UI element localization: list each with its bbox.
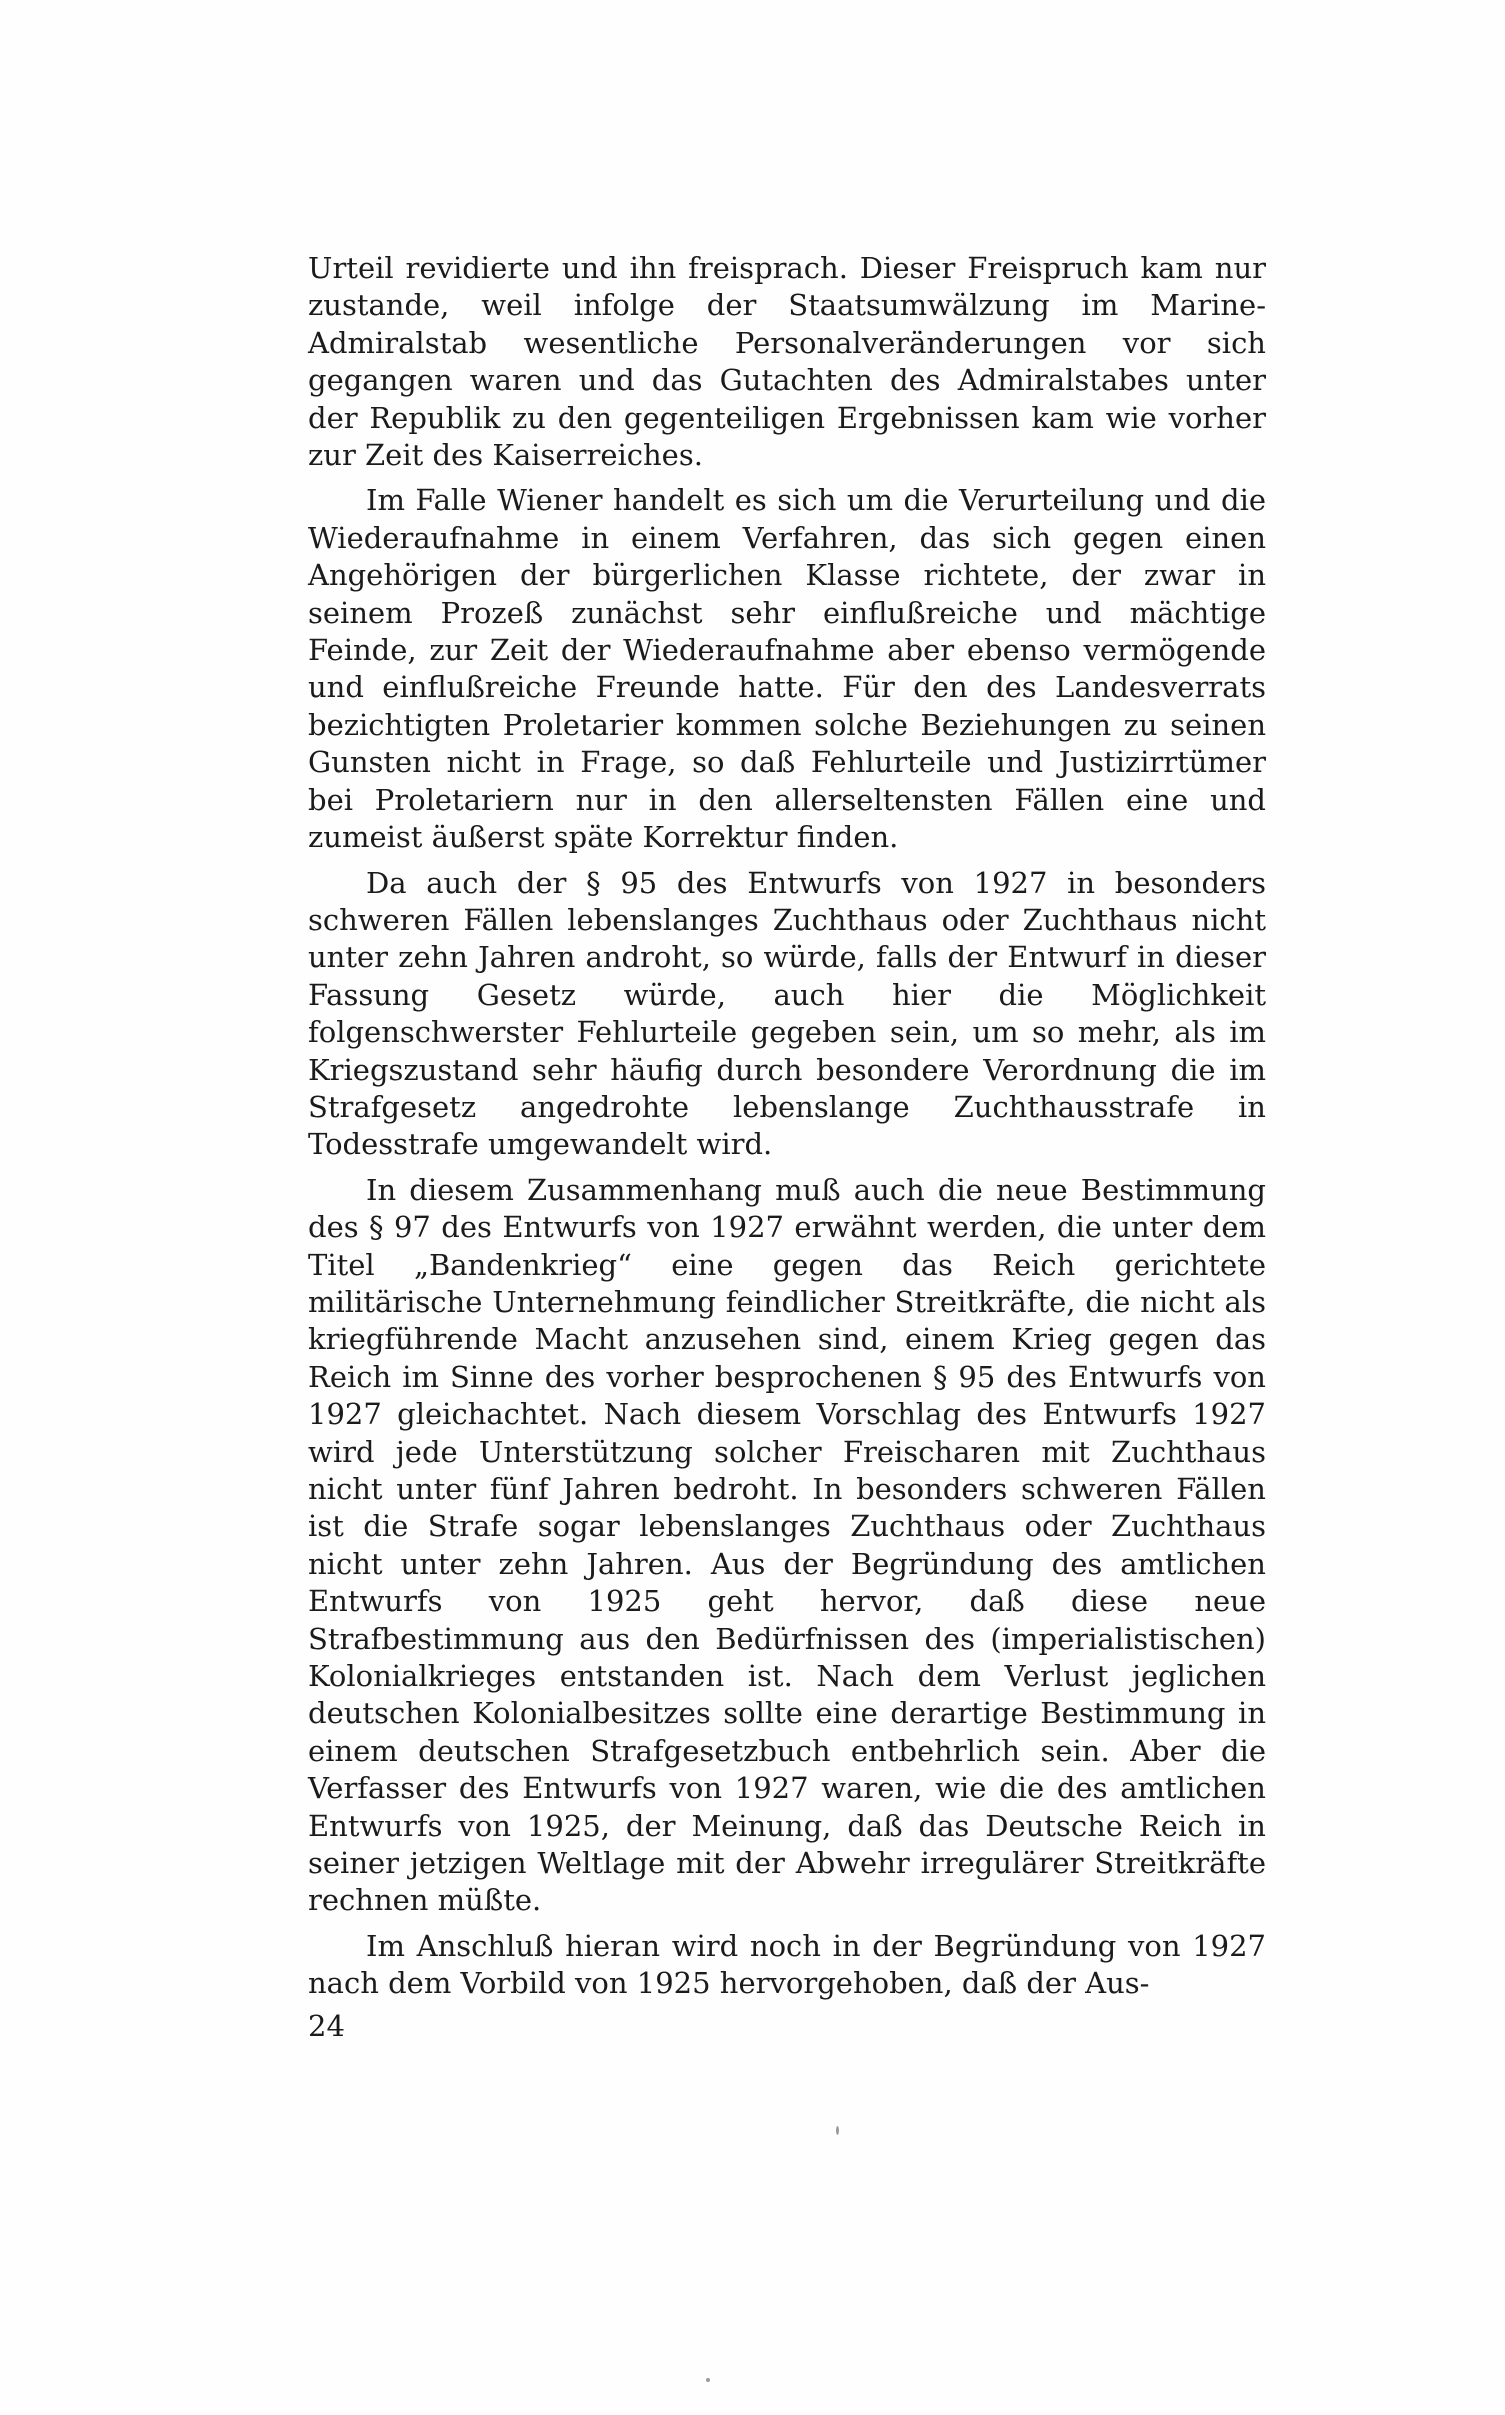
paper-speck — [836, 2126, 839, 2135]
paragraph-5: Im Anschluß hieran wird noch in der Begründung von 1927 nach dem Vorbild von 1925 hervorgehoben, daß der Aus- — [308, 1928, 1266, 2001]
paragraph-3: Da auch der § 95 des Entwurfs von 1927 in besonders schweren Fällen lebenslanges Zuchthaus oder Zuchthaus nicht unter zehn Jahren androht, so würde, falls der Entwurf in dieser Fassung Gesetz würde, auch hier die Möglichkeit folgenschwerster Fehlurteile gegeben sein, um so mehr, als im Kriegszustand sehr häufig durch besondere Verordnung die im Strafgesetz angedrohte lebenslange Zuchthausstrafe in Todesstrafe umgewandelt wird. — [308, 865, 1266, 1162]
paragraph-1: Urteil revidierte und ihn freisprach. Dieser Freispruch kam nur zustande, weil infolge der Staatsumwälzung im Marine-Admiralstab wesentliche Personalveränderungen vor sich gegangen waren und das Gutachten des Admiralstabes unter der Republik zu den gegenteiligen Ergebnissen kam wie vorher zur Zeit des Kaiserreiches. — [308, 251, 1266, 473]
body-text — [308, 250, 1266, 2011]
page-number: 24 — [308, 2009, 345, 2043]
paper-speck — [706, 2378, 710, 2382]
paragraph-4: In diesem Zusammenhang muß auch die neue Bestimmung des § 97 des Entwurfs von 1927 erwähnt werden, die unter dem Titel „Bandenkrieg“ eine gegen das Reich gerichtete militärische Unternehmung feindlicher Streitkräfte, die nicht als kriegführende Macht anzusehen sind, einem Krieg gegen das Reich im Sinne des vorher besprochenen § 95 des Entwurfs von 1927 gleichachtet. Nach diesem Vorschlag des Entwurfs 1927 wird jede Unterstützung solcher Freischaren mit Zuchthaus nicht unter fünf Jahren bedroht. In besonders schweren Fällen ist die Strafe sogar lebenslanges Zuchthaus oder Zuchthaus nicht unter zehn Jahren. Aus der Begründung des amtlichen Entwurfs von 1925 geht hervor, daß diese neue Strafbestimmung aus den Bedürfnissen des (imperialistischen) Kolonialkrieges entstanden ist. Nach dem Verlust jeglichen deutschen Kolonialbesitzes sollte eine derartige Bestimmung in einem deutschen Strafgesetzbuch entbehrlich sein. Aber die Verfasser des Entwurfs von 1927 waren, wie die des amtlichen Entwurfs von 1925, der Meinung, daß das Deutsche Reich in seiner jetzigen Weltlage mit der Abwehr irregulärer Streitkräfte rechnen müßte. — [308, 1172, 1266, 1918]
paragraph-2: Im Falle Wiener handelt es sich um die Verurteilung und die Wiederaufnahme in einem Verfahren, das sich gegen einen Angehörigen der bürgerlichen Klasse richtete, der zwar in seinem Prozeß zunächst sehr einflußreiche und mächtige Feinde, zur Zeit der Wiederaufnahme aber ebenso vermögende und einflußreiche Freunde hatte. Für den des Landesverrats bezichtigten Proletarier kommen solche Beziehungen zu seinen Gunsten nicht in Frage, so daß Fehlurteile und Justizirrtümer bei Proletariern nur in den allerseltensten Fällen eine und zumeist äußerst späte Korrektur finden. — [308, 483, 1266, 855]
